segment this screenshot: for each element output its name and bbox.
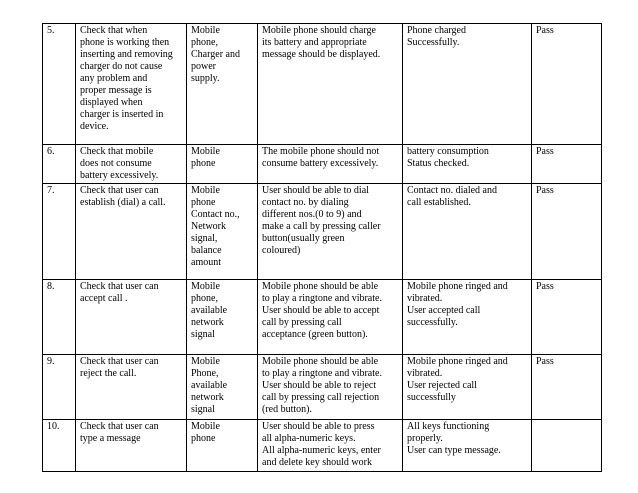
expected-result-cell: User should be able to dial contact no. by dialing different nos.(0 to 9) and make a call by pressing caller button(usually green coloured) [258,184,403,280]
actual-result-cell: Mobile phone ringed and vibrated. User rejected call successfully [403,355,532,420]
row-number-cell: 7. [43,184,76,280]
test-case-cell: Check that user can establish (dial) a call. [76,184,187,280]
test-case-table [42,23,602,472]
input-cell: Mobile phone, Charger and power supply. [187,24,258,145]
status-cell: Pass [532,280,602,355]
status-cell: Pass [532,145,602,184]
table-row [43,420,602,472]
table-row [43,280,602,355]
status-cell: Pass [532,24,602,145]
table-row [43,24,602,145]
row-number-cell: 8. [43,280,76,355]
test-case-cell: Check that mobile does not consume battery excessively. [76,145,187,184]
row-number-cell: 10. [43,420,76,472]
input-cell: Mobile phone Contact no., Network signal, balance amount [187,184,258,280]
status-cell: Pass [532,355,602,420]
test-case-cell: Check that user can type a message [76,420,187,472]
expected-result-cell: User should be able to press all alpha-numeric keys. All alpha-numeric keys, enter and delete key should work [258,420,403,472]
input-cell: Mobile Phone, available network signal [187,355,258,420]
actual-result-cell: Contact no. dialed and call established. [403,184,532,280]
actual-result-cell: Mobile phone ringed and vibrated. User accepted call successfully. [403,280,532,355]
input-cell: Mobile phone [187,420,258,472]
row-number-cell: 5. [43,24,76,145]
input-cell: Mobile phone [187,145,258,184]
input-cell: Mobile phone, available network signal [187,280,258,355]
expected-result-cell: The mobile phone should not consume battery excessively. [258,145,403,184]
table-row [43,184,602,280]
row-number-cell: 6. [43,145,76,184]
expected-result-cell: Mobile phone should be able to play a ringtone and vibrate. User should be able to accept call by pressing call acceptance (green button). [258,280,403,355]
actual-result-cell: All keys functioning properly. User can type message. [403,420,532,472]
row-number-cell: 9. [43,355,76,420]
status-cell [532,420,602,472]
test-case-cell: Check that user can accept call . [76,280,187,355]
table-row [43,145,602,184]
test-case-cell: Check that user can reject the call. [76,355,187,420]
actual-result-cell: battery consumption Status checked. [403,145,532,184]
status-cell: Pass [532,184,602,280]
test-case-cell: Check that when phone is working then inserting and removing charger do not cause any problem and proper message is displayed when charger is inserted in device. [76,24,187,145]
expected-result-cell: Mobile phone should charge its battery and appropriate message should be displayed. [258,24,403,145]
table-row [43,355,602,420]
expected-result-cell: Mobile phone should be able to play a ringtone and vibrate. User should be able to reject call by pressing call rejection (red button). [258,355,403,420]
actual-result-cell: Phone charged Successfully. [403,24,532,145]
